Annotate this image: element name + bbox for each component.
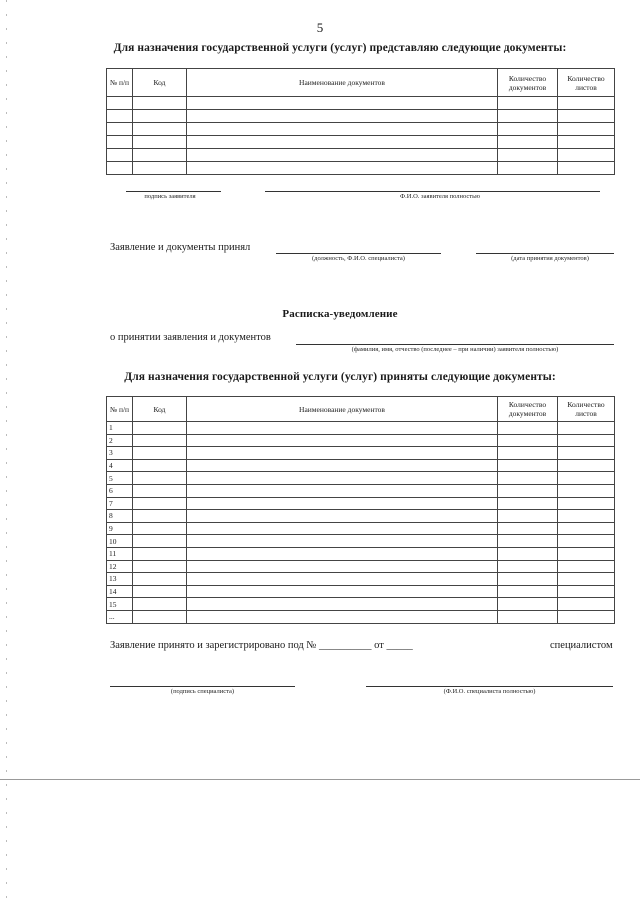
row-number: ... xyxy=(107,610,133,623)
specialist-position-caption: (должность, Ф.И.О. специалиста) xyxy=(312,255,405,262)
row-number: 7 xyxy=(107,497,133,510)
table-row xyxy=(107,97,615,110)
applicant-fio-line xyxy=(265,191,600,192)
table-row xyxy=(107,162,615,175)
section1-heading: Для назначения государственной услуги (услуг) представляю следующие документы: xyxy=(113,42,567,54)
table-row xyxy=(107,535,615,548)
receipt-text: о принятии заявления и документов xyxy=(110,332,271,343)
row-number: 3 xyxy=(107,447,133,460)
table-row xyxy=(107,422,615,435)
row-number: 11 xyxy=(107,547,133,560)
col-count-header: Количество документов xyxy=(498,69,558,97)
table-row xyxy=(107,472,615,485)
registration-by: специалистом xyxy=(550,640,613,651)
applicant-fio-caption: Ф.И.О. заявителя полностью xyxy=(400,193,480,200)
table-row xyxy=(107,585,615,598)
table-row xyxy=(107,459,615,472)
row-number: 5 xyxy=(107,472,133,485)
table-row xyxy=(107,149,615,162)
table-header-row xyxy=(107,69,615,97)
left-margin-marks xyxy=(6,0,7,905)
table-row xyxy=(107,447,615,460)
col-num-header: № п/п xyxy=(107,69,133,97)
table-row xyxy=(107,610,615,623)
row-number: 9 xyxy=(107,522,133,535)
accepted-label: Заявление и документы принял xyxy=(110,242,251,253)
row-number: 15 xyxy=(107,598,133,611)
table-row xyxy=(107,136,615,149)
col-sheets-header: Количество листов xyxy=(558,69,615,97)
page-number: 5 xyxy=(316,20,324,35)
table-row xyxy=(107,484,615,497)
row-number: 2 xyxy=(107,434,133,447)
col-name-header: Наименование документов xyxy=(187,397,498,422)
row-number: 4 xyxy=(107,459,133,472)
accepted-documents-table xyxy=(106,396,615,624)
specialist-signature-line xyxy=(110,686,295,687)
table-row xyxy=(107,547,615,560)
specialist-fio-caption: (Ф.И.О. специалиста полностью) xyxy=(443,688,536,695)
col-sheets-header: Количество листов xyxy=(558,397,615,422)
row-number: 10 xyxy=(107,535,133,548)
col-code-header: Код xyxy=(133,397,187,422)
specialist-position-line xyxy=(276,253,441,254)
row-number: 13 xyxy=(107,573,133,586)
acceptance-date-caption: (дата принятия документов) xyxy=(511,255,589,262)
row-number: 12 xyxy=(107,560,133,573)
receipt-applicant-caption: (фамилия, имя, отчество (последнее – при наличии) заявителя полностью) xyxy=(351,346,559,353)
table-row xyxy=(107,510,615,523)
receipt-title: Расписка-уведомление xyxy=(282,308,398,320)
table-row xyxy=(107,560,615,573)
row-number: 8 xyxy=(107,510,133,523)
section2-heading: Для назначения государственной услуги (услуг) приняты следующие документы: xyxy=(124,371,556,383)
row-number: 6 xyxy=(107,484,133,497)
col-count-header: Количество документов xyxy=(498,397,558,422)
col-name-header: Наименование документов xyxy=(187,69,498,97)
table-row xyxy=(107,522,615,535)
applicant-signature-caption: подпись заявителя xyxy=(144,193,196,200)
submitted-documents-table xyxy=(106,68,615,175)
table-header-row xyxy=(107,397,615,422)
col-code-header: Код xyxy=(133,69,187,97)
table-row xyxy=(107,573,615,586)
table-row xyxy=(107,598,615,611)
table-row xyxy=(107,497,615,510)
table-row xyxy=(107,434,615,447)
receipt-applicant-line xyxy=(296,344,614,345)
specialist-signature-caption: (подпись специалиста) xyxy=(170,688,235,695)
table-row xyxy=(107,110,615,123)
row-number: 1 xyxy=(107,422,133,435)
page-bottom-rule xyxy=(0,779,640,780)
col-num-header: № п/п xyxy=(107,397,133,422)
table-row xyxy=(107,123,615,136)
acceptance-date-line xyxy=(476,253,614,254)
row-number: 14 xyxy=(107,585,133,598)
registration-text: Заявление принято и зарегистрировано под № __________ от _____ xyxy=(110,640,413,651)
specialist-fio-line xyxy=(366,686,613,687)
applicant-signature-line xyxy=(126,191,221,192)
